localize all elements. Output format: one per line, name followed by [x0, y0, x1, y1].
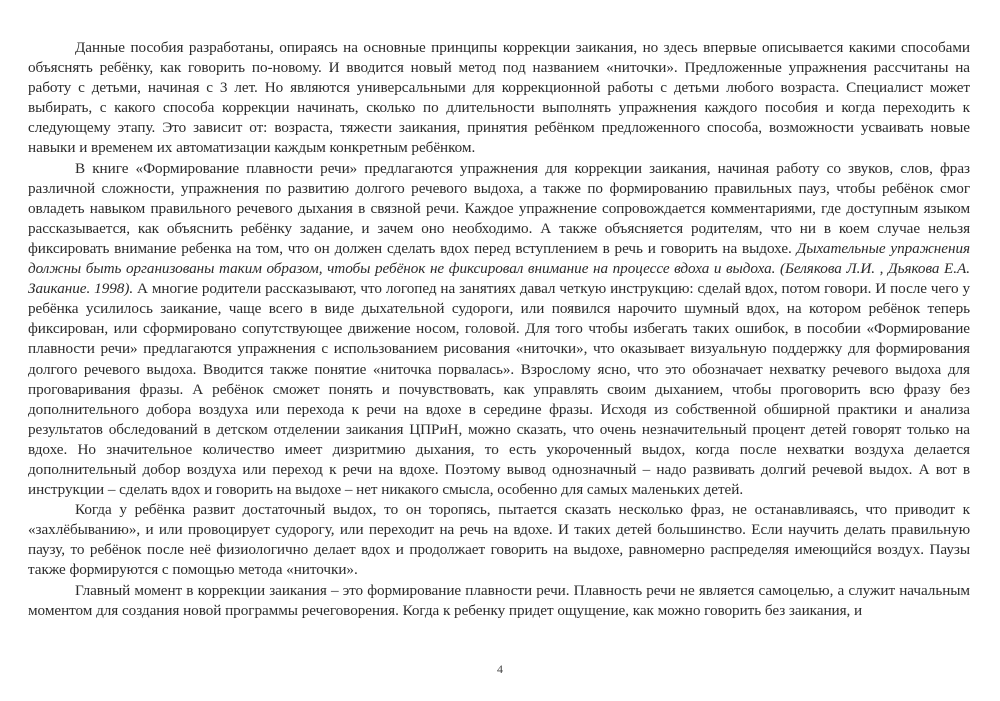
document-body: [28, 38, 970, 621]
paragraph-3: [28, 500, 970, 580]
paragraph-4: [28, 581, 970, 621]
paragraph-2-text-end: А многие родители рассказывают, что логопед на занятиях давал четкую инструкцию: сделай вдох, потом говори. И после чего у ребёнка усилилось заикание, чаще всего в виде дыхательной судороги, или появился нарочито шумный вдох, на котором ребёнок теперь фиксирован, или сформировано сопутствующее движение носом, головой. Для того чтобы избегать таких ошибок, в пособии «Формирование плавности речи» предлагаются упражнения с использованием рисования «ниточки», что оказывает визуальную поддержку для формирования долгого речевого выдоха. Вводится также понятие «ниточка порвалась». Взрослому ясно, что это обозначает нехватку речевого выдоха для проговаривания фразы. А ребёнок сможет понять и почувствовать, как управлять своим дыханием, чтобы проговорить всю фразу без дополнительного добора воздуха или перехода к речи на вдохе в середине фразы. Исходя из собственной обширной практики и анализа результатов обследований в детском отделении заикания ЦПРиН, можно сказать, что очень незначительный процент детей говорят только на вдохе. Но значительное количество имеет дизритмию дыхания, то есть укороченный выдох, когда после нехватки воздуха делается дополнительный добор воздуха или переход к речи на вдохе. Поэтому вывод однозначный – надо развивать долгий речевой выдох. А вот в инструкции – сделать вдох и говорить на выдохе – нет никакого смысла, особенно для самых маленьких детей.: [28, 280, 970, 499]
paragraph-2: [28, 159, 970, 501]
paragraph-3-text: Когда у ребёнка развит достаточный выдох, то он торопясь, пытается сказать несколько фраз, не останавливаясь, что приводит к «захлёбыванию», и или провоцирует судорогу, или переходит на речь на вдохе. И таких детей большинство. Если научить делать правильную паузу, то ребёнок после неё физиологично делает вдох и продолжает говорить на выдохе, равномерно распределяя имеющийся воздух. Паузы также формируются с помощью метода «ниточки».: [28, 501, 970, 579]
paragraph-1: [28, 38, 970, 159]
page-number: 4: [497, 662, 503, 676]
paragraph-4-text: Главный момент в коррекции заикания – это формирование плавности речи. Плавность речи не является самоцелью, а служит начальным моментом для создания новой программы речеговорения. Когда к ребенку придет ощущение, как можно говорить без заикания, и: [28, 581, 970, 619]
paragraph-2-text-start: В книге «Формирование плавности речи» предлагаются упражнения для коррекции заикания, начиная работу со звуков, слов, фраз различной сложности, упражнения по развитию долгого речевого выдоха, а также по формированию правильных пауз, чтобы ребёнок смог овладеть навыком правильного речевого дыхания в связной речи. Каждое упражнение сопровождается комментариями, где доступным языком рассказывается, как объяснить ребёнку задание, и зачем оно необходимо. А также объясняется родителям, что ни в коем случае нельзя фиксировать внимание ребенка на том, что он должен сделать вдох перед вступлением в речь и говорить на выдохе.: [28, 159, 970, 257]
paragraph-1-text: Данные пособия разработаны, опираясь на основные принципы коррекции заикания, но здесь впервые описывается какими способами объяснять ребёнку, как говорить по-новому. И вводится новый метод под названием «ниточки». Предложенные упражнения рассчитаны на работу с детьми, начиная с 3 лет. Но являются универсальными для коррекционной работы с детьми любого возраста. Специалист может выбирать, с какого способа коррекции начинать, сколько по длительности выполнять упражнения каждого пособия и когда переходить к следующему этапу. Это зависит от: возраста, тяжести заикания, принятия ребёнком предложенного способа, возможности усваивать новые навыки и временем их автоматизации каждым конкретным ребёнком.: [28, 39, 970, 157]
paragraph-2-italic-citation: Дыхательные упражнения должны быть организованы таким образом, чтобы ребёнок не фиксировал внимание на процессе вдоха и выдоха. (Белякова Л.И. , Дьякова Е.А. Заикание. 1998).: [28, 239, 970, 298]
